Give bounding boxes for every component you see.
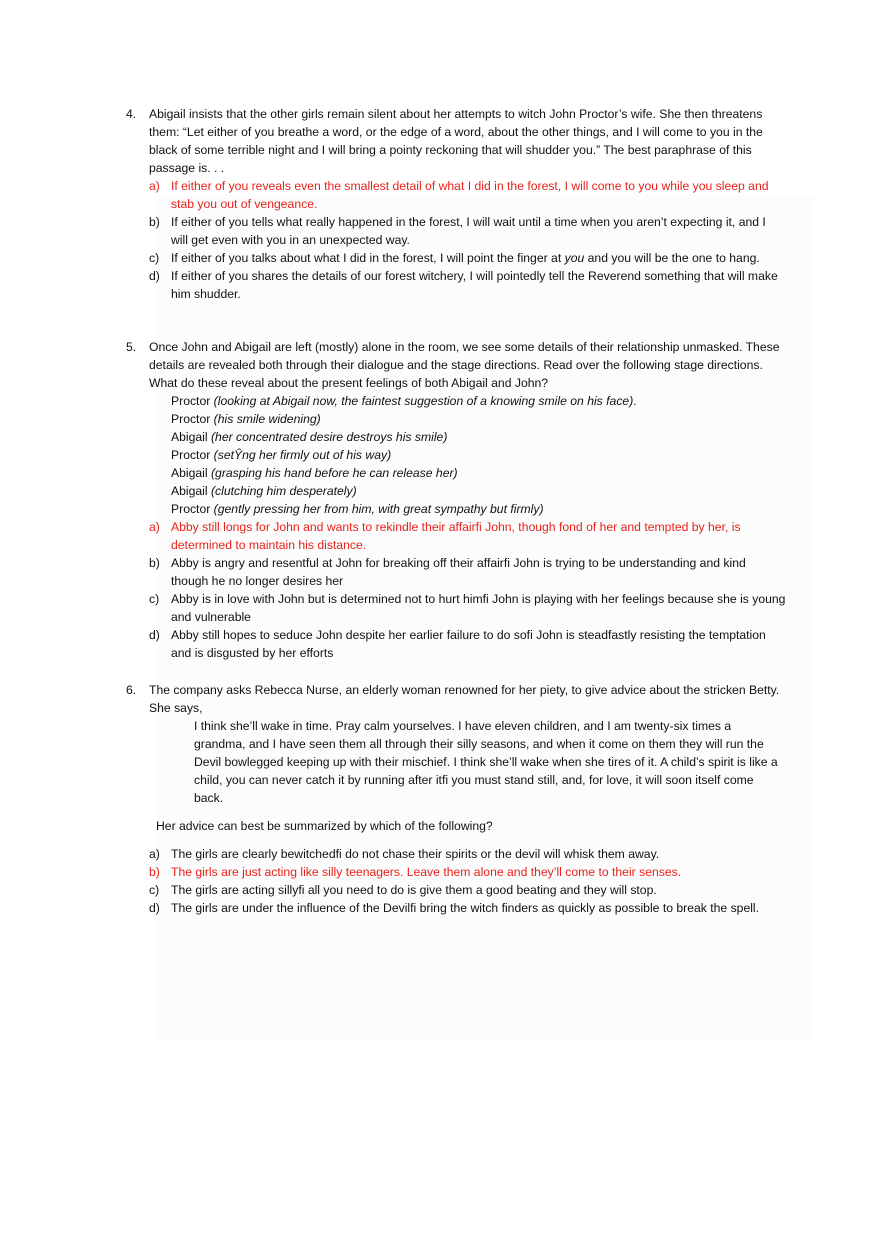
speaker: Proctor	[171, 394, 214, 408]
question-number: 5.	[126, 340, 137, 354]
option-c	[126, 590, 786, 626]
option-b	[126, 554, 786, 590]
direction-note: (clutching him desperately)	[210, 484, 357, 498]
option-text: The girls are clearly bewitchedfi do not chase their spirits or the devil will whisk them away.	[171, 847, 660, 861]
option-label: a)	[149, 847, 160, 861]
option-label: c)	[149, 883, 160, 897]
option-emphasis: you	[564, 251, 585, 265]
question-4	[126, 105, 786, 303]
direction-note: (setŶng her firmly out of his way)	[213, 448, 392, 462]
question-text: The company asks Rebecca Nurse, an elderly woman renowned for her piety, to give advice about the stricken Betty. She says,	[149, 683, 780, 715]
speaker: Proctor	[171, 412, 214, 426]
stage-direction	[126, 500, 786, 518]
speaker: Proctor	[171, 448, 214, 462]
option-text: The girls are just acting like silly teenagers. Leave them alone and they’ll come to their senses.	[171, 865, 682, 879]
option-c	[126, 249, 786, 267]
option-d	[126, 899, 786, 917]
stage-direction	[126, 392, 786, 410]
speaker: Abigail	[171, 484, 211, 498]
option-text: Abby still hopes to seduce John despite her earlier failure to do sofi John is steadfastly resisting the temptation and is disgusted by her efforts	[171, 628, 766, 660]
question-text: Once John and Abigail are left (mostly) alone in the room, we see some details of their relationship unmasked. These details are revealed both through their dialogue and the stage directions. Read over the following stage directions. What do these reveal about the present feelings of both Abigail and John?	[149, 340, 780, 390]
option-text: and you will be the one to hang.	[584, 251, 760, 265]
direction-note: (his smile widening)	[213, 412, 321, 426]
question-number: 6.	[126, 683, 137, 697]
question-lead: Her advice can best be summarized by which of the following?	[156, 819, 493, 833]
speaker: Abigail	[171, 430, 211, 444]
option-b-correct	[126, 863, 786, 881]
option-label: b)	[149, 215, 160, 229]
option-label: d)	[149, 628, 160, 642]
direction-note: (looking at Abigail now, the faintest suggestion of a knowing smile on his face)	[213, 394, 634, 408]
question-number: 4.	[126, 107, 137, 121]
option-d	[126, 626, 786, 662]
option-b	[126, 213, 786, 249]
option-a-correct	[126, 177, 786, 213]
option-label: b)	[149, 556, 160, 570]
option-label: d)	[149, 269, 160, 283]
option-a-correct	[126, 518, 786, 554]
option-c	[126, 881, 786, 899]
option-text: If either of you tells what really happened in the forest, I will wait until a time when you aren’t expecting it, and I will get even with you in an unexpected way.	[171, 215, 766, 247]
option-text: Abby still longs for John and wants to rekindle their affairfi John, though fond of her and tempted by her, is determined to maintain his distance.	[171, 520, 741, 552]
option-label: b)	[149, 865, 160, 879]
stage-direction	[126, 446, 786, 464]
option-label: c)	[149, 251, 160, 265]
option-text: Abby is angry and resentful at John for breaking off their affairfi John is trying to be understanding and kind though he no longer desires her	[171, 556, 746, 588]
stage-direction	[126, 428, 786, 446]
stage-direction	[126, 482, 786, 500]
direction-note: (her concentrated desire destroys his smile)	[210, 430, 448, 444]
option-text: The girls are acting sillyfi all you need to do is give them a good beating and they will stop.	[171, 883, 657, 897]
stage-direction	[126, 410, 786, 428]
direction-note: (gently pressing her from him, with great sympathy but firmly)	[213, 502, 544, 516]
option-d	[126, 267, 786, 303]
speaker: Proctor	[171, 502, 214, 516]
question-6	[126, 681, 786, 917]
option-text: If either of you talks about what I did in the forest, I will point the finger at	[171, 251, 565, 265]
block-quote: I think she’ll wake in time. Pray calm yourselves. I have eleven children, and I am twenty-six times a grandma, and I have seen them all through their silly seasons, and when it come on them they will run the Devil bowlegged keeping up with their mischief. I think she’ll wake when she tires of it. A child’s spirit is like a child, you can never catch it by running after itfi you must stand still, and, for love, it will soon itself come back.	[194, 719, 778, 805]
option-label: d)	[149, 901, 160, 915]
speaker: Abigail	[171, 466, 211, 480]
option-text: Abby is in love with John but is determined not to hurt himfi John is playing with her feelings because she is young and vulnerable	[171, 592, 786, 624]
option-label: a)	[149, 179, 160, 193]
stage-direction	[126, 464, 786, 482]
option-text: If either of you reveals even the smallest detail of what I did in the forest, I will come to you while you sleep and stab you out of vengeance.	[171, 179, 769, 211]
option-text: If either of you shares the details of our forest witchery, I will pointedly tell the Reverend something that will make him shudder.	[171, 269, 778, 301]
option-text: The girls are under the influence of the Devilfi bring the witch finders as quickly as possible to break the spell.	[171, 901, 760, 915]
question-5	[126, 338, 786, 662]
option-a	[126, 845, 786, 863]
direction-tail: .	[633, 394, 637, 408]
question-text: Abigail insists that the other girls remain silent about her attempts to witch John Proctor’s wife. She then threatens them: “Let either of you breathe a word, or the edge of a word, about the other things, and I will come to you in the black of some terrible night and I will bring a pointy reckoning that will shudder you.” The best paraphrase of this passage is. . .	[149, 107, 763, 175]
direction-note: (grasping his hand before he can release her)	[210, 466, 458, 480]
option-label: c)	[149, 592, 160, 606]
option-label: a)	[149, 520, 160, 534]
